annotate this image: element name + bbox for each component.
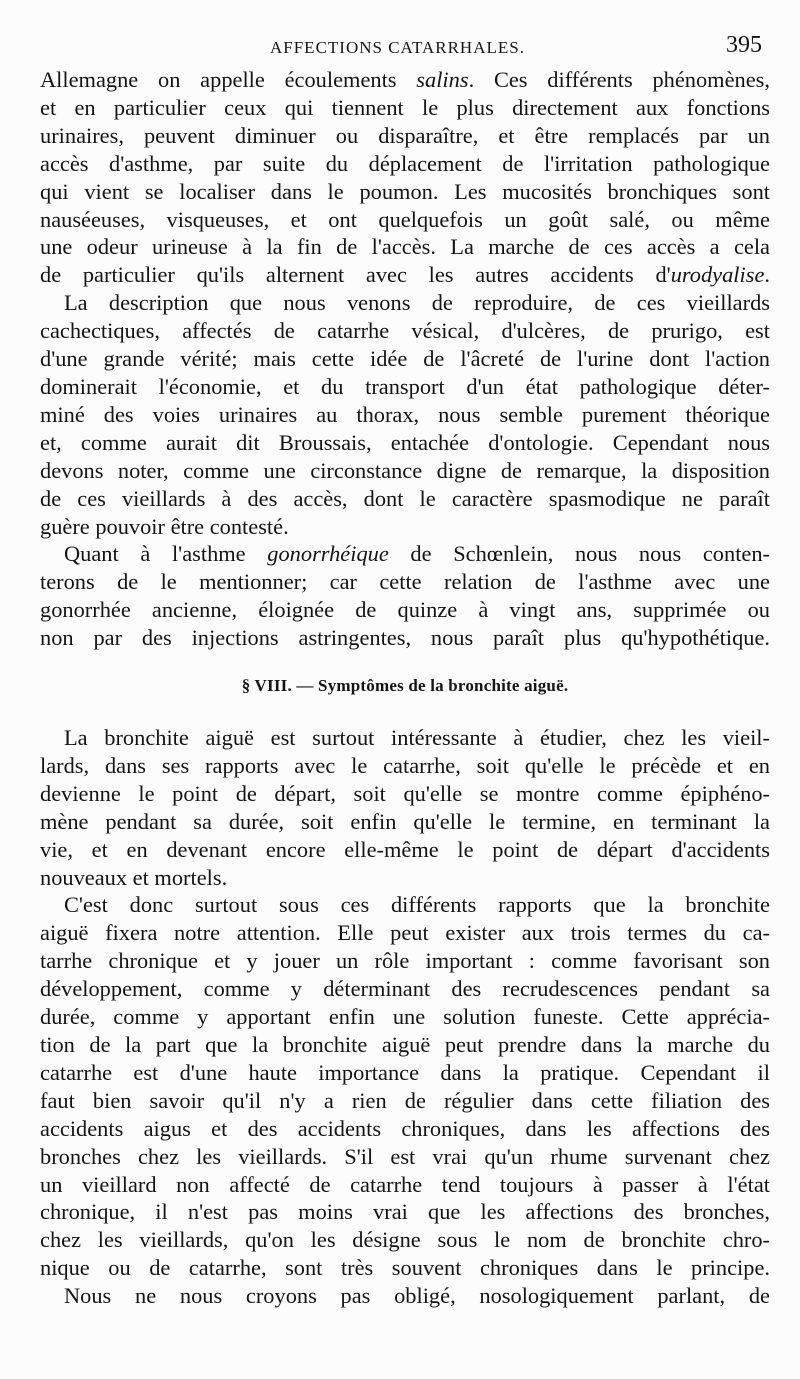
text-line: lards, dans ses rapports avec le catarrhe, soit qu'elle le précède et en — [40, 752, 770, 778]
text-line: devienne le point de départ, soit qu'elle se montre comme épiphéno- — [40, 780, 770, 806]
text-line: tion de la part que la bronchite aiguë peut prendre dans la marche du — [40, 1032, 770, 1057]
paragraph-6 — [40, 1282, 770, 1310]
text-line: développement, comme y déterminant des recrudescences pendant sa — [40, 976, 770, 1002]
running-title: AFFECTIONS CATARRHALES. — [270, 38, 525, 57]
text-line: Quant à l'asthme gonorrhéique de Schœnlein, nous nous conten- — [64, 541, 770, 567]
text-line: La bronchite aiguë est surtout intéressante à étudier, chez les vieil- — [64, 725, 770, 751]
section-number: § VIII. — [241, 676, 292, 696]
text-line: devons noter, comme une circonstance digne de remarque, la disposition — [40, 457, 770, 483]
text-line: terons de le mentionner; car cette relation de l'asthme avec une — [40, 569, 770, 595]
text-line: de ces vieillards à des accès, dont le caractère spasmodique ne paraît — [40, 485, 770, 511]
text-line: bronches chez les vieillards. S'il est vrai qu'un rhume survenant chez — [40, 1143, 770, 1169]
text-line: d'une grande vérité; mais cette idée de l'âcreté de l'urine dont l'action — [40, 346, 770, 372]
text-line: La description que nous venons de reproduire, de ces vieillards — [64, 290, 770, 316]
section-title: — Symptômes de la bronchite aiguë. — [296, 676, 569, 696]
running-head — [40, 30, 770, 66]
text-line: miné des voies urinaires au thorax, nous semble purement théorique — [40, 401, 770, 427]
text-line: tarrhe chronique et y jouer un rôle important : comme favorisant son — [40, 948, 770, 974]
italic-term: gonorrhéique — [267, 541, 389, 567]
paragraph-5 — [40, 891, 770, 1282]
text-line: C'est donc surtout sous ces différents rapports que la bronchite — [64, 892, 770, 918]
text-line: accès d'asthme, par suite du déplacement de l'irritation pathologique — [40, 150, 770, 176]
text-line: chronique, il n'est pas moins vrai que les affections des bronches, — [40, 1199, 770, 1225]
paragraph-1 — [40, 66, 770, 289]
text-line: un vieillard non affecté de catarrhe tend toujours à passer à l'état — [40, 1171, 770, 1197]
page-number: 395 — [726, 32, 762, 58]
text-line: cachectiques, affectés de catarrhe vésical, d'ulcères, de prurigo, est — [40, 318, 770, 344]
text-line: vie, et en devenant encore elle-même le point de départ d'accidents — [40, 836, 770, 862]
text-line: catarrhe est d'une haute importance dans la pratique. Cependant il — [40, 1059, 770, 1085]
paragraph-4 — [40, 724, 770, 891]
section-heading — [40, 676, 770, 696]
text-line: urinaires, peuvent diminuer ou disparaître, et être remplacés par un — [40, 122, 770, 148]
text-line: chez les vieillards, qu'on les désigne sous le nom de bronchite chro- — [40, 1227, 770, 1253]
text-line: et, comme aurait dit Broussais, entachée d'ontologie. Cependant nous — [40, 429, 770, 455]
text-line: durée, comme y apportant enfin une solution funeste. Cette apprécia- — [40, 1004, 770, 1030]
paragraph-2 — [40, 289, 770, 540]
text-line: faut bien savoir qu'il n'y a rien de régulier dans cette filiation des — [40, 1087, 770, 1113]
text-line: qui vient se localiser dans le poumon. Les mucosités bronchiques sont — [40, 178, 770, 204]
text-line: et en particulier ceux qui tiennent le plus directement aux fonctions — [40, 94, 770, 120]
text-line: Allemagne on appelle écoulements salins. Ces différents phénomènes, — [40, 67, 770, 92]
text-line: dominerait l'économie, et du transport d'un état pathologique déter- — [40, 373, 770, 399]
text-line: gonorrhée ancienne, éloignée de quinze à vingt ans, supprimée ou — [40, 597, 770, 623]
italic-term: salins — [416, 67, 469, 92]
text-line: nauséeuses, visqueuses, et ont quelquefois un goût salé, ou même — [40, 206, 770, 232]
text-line: non par des injections astringentes, nous paraît plus qu'hypothétique. — [40, 625, 770, 651]
text-line: nique ou de catarrhe, sont très souvent chroniques dans le principe. — [40, 1255, 770, 1281]
text-line: Nous ne nous croyons pas obligé, nosologiquement parlant, de — [64, 1283, 770, 1309]
italic-term: urodyalise — [670, 262, 765, 288]
text-line: une odeur urineuse à la fin de l'accès. La marche de ces accès a cela — [40, 234, 770, 260]
text-line: nouveaux et mortels. — [40, 864, 228, 890]
text-line: accidents aigus et des accidents chroniques, dans les affections des — [40, 1115, 770, 1141]
paragraph-3 — [40, 540, 770, 652]
text-line: de particulier qu'ils alternent avec les autres accidents d'urodyalise. — [40, 262, 770, 288]
text-line: guère pouvoir être contesté. — [40, 513, 289, 539]
text-line: aiguë fixera notre attention. Elle peut exister aux trois termes du ca- — [40, 920, 770, 946]
text-line: mène pendant sa durée, soit enfin qu'elle le termine, en terminant la — [40, 808, 770, 834]
